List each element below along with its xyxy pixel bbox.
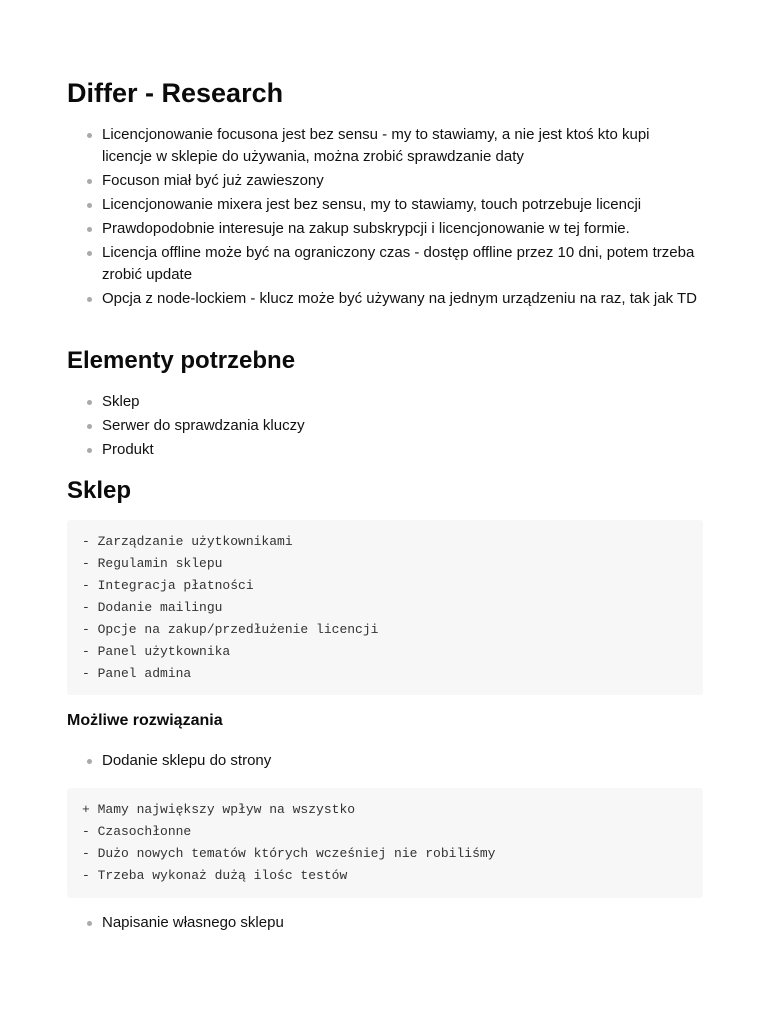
list-item — [67, 391, 703, 413]
bullet-icon — [87, 448, 92, 453]
list-item — [67, 218, 703, 240]
code-line: - Trzeba wykonaż dużą ilośc testów — [82, 868, 348, 883]
section-heading-sklep: Sklep — [67, 477, 132, 504]
code-line: - Panel użytkownika — [82, 644, 231, 659]
list-item — [67, 288, 703, 310]
list-item — [67, 194, 703, 216]
solution1-list — [67, 750, 703, 774]
bullet-icon — [87, 179, 92, 184]
list-item — [67, 750, 703, 772]
bullet-icon — [87, 251, 92, 256]
list-item-text: Prawdopodobnie interesuje na zakup subskrypcji i licencjonowanie w tej formie. — [102, 220, 630, 237]
section-heading-elementy: Elementy potrzebne — [67, 347, 296, 374]
code-line: - Dodanie mailingu — [82, 600, 223, 615]
list-item-text: Serwer do sprawdzania kluczy — [102, 417, 305, 434]
code-line: - Panel admina — [82, 666, 192, 681]
sklep-code-block — [67, 520, 703, 695]
list-item-text: Licencjonowanie focusona jest bez sensu - my to stawiamy, a nie jest ktoś kto kupi licencje w sklepie do używania, można zrobić sprawdzanie daty — [102, 126, 650, 165]
bullet-icon — [87, 921, 92, 926]
bullet-icon — [87, 227, 92, 232]
list-item-text: Focuson miał być już zawieszony — [102, 172, 324, 189]
list-item-text: Licencja offline może być na ograniczony czas - dostęp offline przez 10 dni, potem trzeba zrobić update — [102, 244, 695, 283]
elements-list — [67, 391, 703, 463]
list-item-text: Produkt — [102, 441, 154, 458]
code-line: - Regulamin sklepu — [82, 556, 223, 571]
page-title: Differ - Research — [67, 78, 284, 108]
code-line: - Integracja płatności — [82, 578, 254, 593]
research-list — [67, 124, 703, 312]
list-item — [67, 439, 703, 461]
bullet-icon — [87, 759, 92, 764]
solution1-code-block — [67, 788, 703, 898]
list-item — [67, 912, 703, 934]
list-item — [67, 124, 703, 168]
list-item-text: Sklep — [102, 393, 140, 410]
list-item-text: Dodanie sklepu do strony — [102, 752, 272, 769]
bullet-icon — [87, 203, 92, 208]
bullet-icon — [87, 424, 92, 429]
code-line: - Zarządzanie użytkownikami — [82, 534, 293, 549]
list-item-text: Licencjonowanie mixera jest bez sensu, my to stawiamy, touch potrzebuje licencji — [102, 196, 642, 213]
list-item — [67, 170, 703, 192]
list-item-text: Napisanie własnego sklepu — [102, 914, 284, 931]
code-line: - Czasochłonne — [82, 824, 192, 839]
subheading-solutions: Możliwe rozwiązania — [67, 712, 223, 729]
bullet-icon — [87, 133, 92, 138]
bullet-icon — [87, 297, 92, 302]
list-item — [67, 242, 703, 286]
bullet-icon — [87, 400, 92, 405]
code-line: - Dużo nowych tematów których wcześniej nie robiliśmy — [82, 846, 496, 861]
solution2-list — [67, 912, 703, 936]
list-item-text: Opcja z node-lockiem - klucz może być używany na jednym urządzeniu na raz, tak jak TD — [102, 290, 697, 307]
code-line: + Mamy największy wpływ na wszystko — [82, 802, 356, 817]
code-line: - Opcje na zakup/przedłużenie licencji — [82, 622, 379, 637]
list-item — [67, 415, 703, 437]
